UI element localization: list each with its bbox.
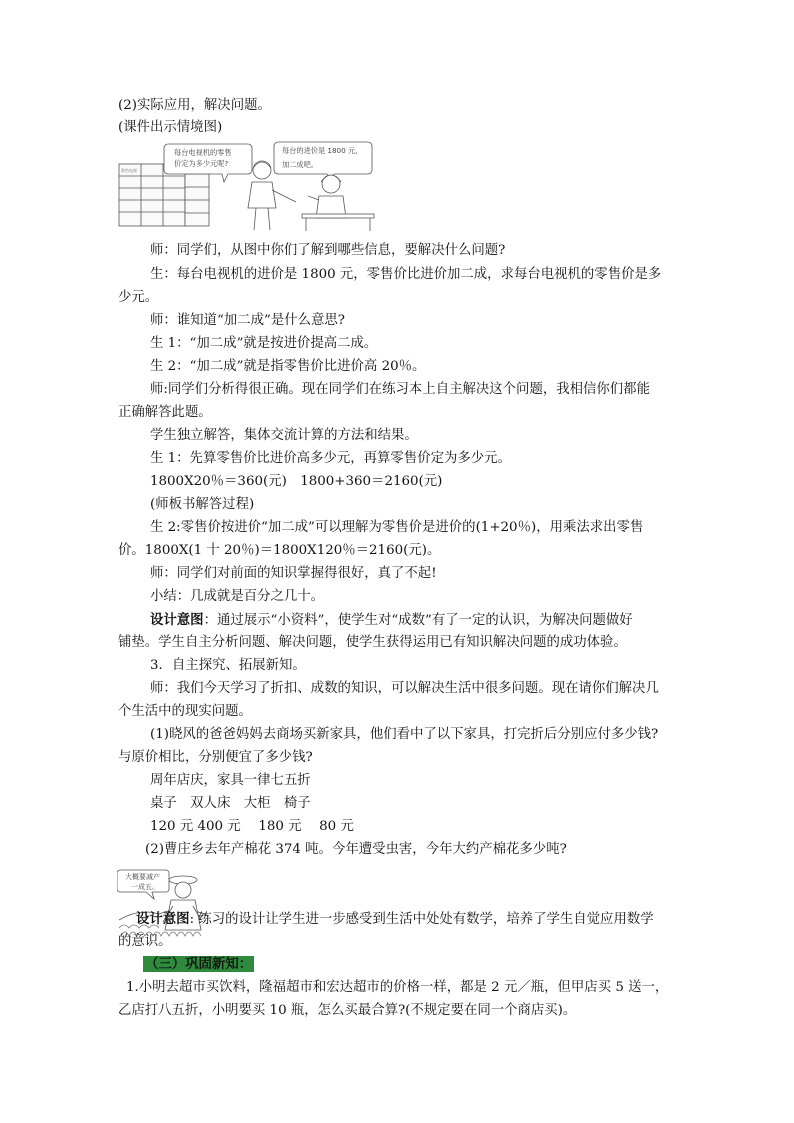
problem-1: (1)晓风的爸爸妈妈去商场买新家具，他们看中了以下家具，打完折后分别应付多少钱? — [150, 727, 659, 742]
teacher-remark: 师:同学们分析得很正确。现在同学们在练习本上自主解决这个问题，我相信你们都能 — [150, 382, 650, 397]
summary: 小结：几成就是百分之几十。 — [150, 589, 325, 604]
bubble-right-line2: 加二成吧。 — [282, 160, 318, 169]
promotion-note: 周年店庆，家具一律七五折 — [150, 773, 311, 788]
student-1-answer: 生 1：“加二成”就是按进价提高二成。 — [150, 336, 378, 351]
bubble-left-line1: 每台电视机的零售 — [174, 148, 232, 157]
teacher-praise: 师：同学们对前面的知识掌握得很好，真了不起! — [150, 566, 437, 581]
section-heading-consolidate — [143, 955, 254, 973]
courseware-note: (课件出示情境图) — [118, 120, 223, 135]
design-intent-1 — [150, 611, 633, 630]
teacher-remark-cont: 正确解答此题。 — [118, 405, 212, 420]
tv-box-label: 彩色电视 — [121, 168, 137, 173]
student-answer-cont: 少元。 — [118, 290, 159, 305]
student-2-answer: 生 2：“加二成”就是指零售价比进价高 20％。 — [150, 359, 426, 374]
design-intent-text: ：通过展示“小资料”，使学生对“成数”有了一定的认识，为解决问题做好 — [203, 613, 633, 628]
design-intent-1-cont: 铺垫。学生自主分析问题、解决问题，使学生获得运用已有知识解决问题的成功体验。 — [118, 635, 627, 650]
furniture-prices: 120 元 400 元 180 元 80 元 — [150, 819, 354, 834]
highlighted-heading: （三）巩固新知： — [145, 956, 253, 972]
bubble-right-line1: 每台的进价是 1800 元， — [282, 146, 363, 155]
teacher-question: 师：同学们，从图中你们了解到哪些信息，要解决什么问题? — [150, 243, 506, 258]
bubble-line1: 大概要减产 — [125, 873, 160, 881]
design-intent-text-2: : 练习的设计让学生进一步感受到生活中处处有数学，培养了学生自觉应用数学 — [189, 912, 654, 927]
problem-2: (2)曹庄乡去年产棉花 374 吨。今年遭受虫害，今年大约产棉花多少吨? — [145, 842, 567, 857]
design-intent-2-cont: 的意识。 — [118, 934, 172, 949]
design-intent-2 — [136, 910, 654, 929]
design-intent-label-2: 设计意图 — [136, 911, 190, 927]
design-intent-label: 设计意图 — [150, 612, 204, 628]
student-1-method: 生 1：先算零售价比进价高多少元，再算零售价定为多少元。 — [150, 451, 511, 466]
bubble-left-line2: 价定为多少元呢? — [174, 159, 229, 168]
board-note: (师板书解答过程) — [150, 497, 255, 512]
tv-shop-illustration — [116, 140, 378, 232]
cotton-farmer-illustration — [117, 866, 210, 942]
section-heading: (2)实际应用，解决问题。 — [118, 98, 271, 113]
student-answer: 生：每台电视机的进价是 1800 元，零售价比进价加二成，求每台电视机的零售价是多 — [150, 267, 662, 282]
class-activity: 学生独立解答，集体交流计算的方法和结果。 — [150, 428, 418, 443]
teacher-intro: 师：我们今天学习了折扣、成数的知识，可以解决生活中很多问题。现在请你们解决几 — [150, 681, 659, 696]
exercise-1-cont: 乙店打八五折，小明要买 10 瓶，怎么买最合算?(不规定要在同一个商店买)。 — [118, 1003, 577, 1018]
problem-1-cont: 与原价相比，分别便宜了多少钱? — [118, 750, 313, 765]
exercise-1: 1.小明去超市买饮料，隆福超市和宏达超市的价格一样，都是 2 元／瓶，但甲店买 5 送一， — [126, 980, 669, 995]
student-2-method: 生 2:零售价按进价“加二成”可以理解为零售价是进价的(1+20％)，用乘法求出零售 — [150, 520, 644, 535]
teacher-intro-cont: 个生活中的现实问题。 — [118, 704, 252, 719]
bubble-line2: 一成五。 — [131, 883, 159, 891]
calculation-2: 价。1800X(1 十 20％)＝1800X120％＝2160(元)。 — [118, 543, 441, 558]
calculation-1: 1800X20％＝360(元) 1800+360＝2160(元) — [150, 474, 443, 489]
section-3-heading: 3．自主探究、拓展新知。 — [150, 658, 306, 673]
furniture-items: 桌子 双人床 大柜 椅子 — [150, 796, 311, 811]
seller-figure — [302, 175, 374, 231]
teacher-question-2: 师：谁知道“加二成”是什么意思? — [150, 313, 345, 328]
